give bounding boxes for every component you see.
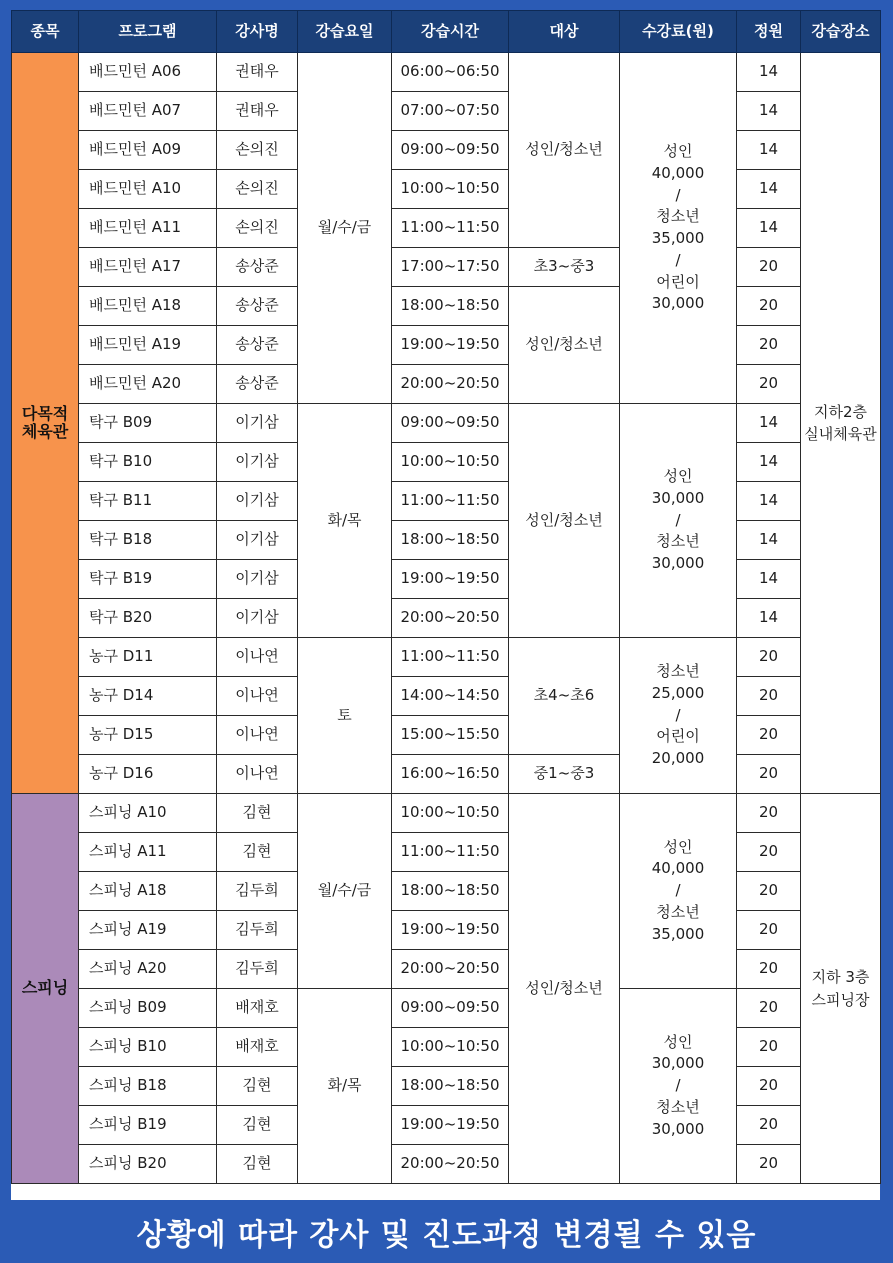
table-row <box>12 365 881 404</box>
instructor-cell: 송상준 <box>217 365 298 404</box>
instructor-cell: 배재호 <box>217 1028 298 1067</box>
text-line: 실내체육관 <box>804 425 877 443</box>
table-row <box>12 53 881 92</box>
text-line: 성인 <box>663 467 693 486</box>
text-line: 35,000 <box>651 229 705 247</box>
time-cell: 06:00~06:50 <box>392 53 509 92</box>
instructor-cell: 권태우 <box>217 53 298 92</box>
program-cell: 스피닝 B10 <box>79 1028 217 1067</box>
text-line: 40,000 <box>651 163 705 182</box>
text-line: 30,000 <box>651 488 705 507</box>
table-row <box>12 1106 881 1145</box>
program-cell: 농구 D14 <box>79 677 217 716</box>
program-cell: 배드민턴 A07 <box>79 92 217 131</box>
target-cell: 성인/청소년 <box>509 404 620 638</box>
table-row <box>12 755 881 794</box>
program-cell: 탁구 B19 <box>79 560 217 599</box>
time-cell: 11:00~11:50 <box>392 833 509 872</box>
target-cell: 성인/청소년 <box>509 53 620 248</box>
program-cell: 탁구 B11 <box>79 482 217 521</box>
time-cell: 18:00~18:50 <box>392 521 509 560</box>
text-line: 20,000 <box>651 749 705 768</box>
footer-notice: 상황에 따라 강사 및 진도과정 변경될 수 있음 <box>136 1217 757 1253</box>
time-cell: 18:00~18:50 <box>392 872 509 911</box>
time-cell: 07:00~07:50 <box>392 92 509 131</box>
text-line: 성인 <box>663 837 693 856</box>
capacity-cell: 20 <box>737 989 801 1028</box>
capacity-cell: 20 <box>737 638 801 677</box>
text-line: 지하 3층 <box>811 968 870 986</box>
capacity-cell: 14 <box>737 521 801 560</box>
table-row <box>12 248 881 287</box>
program-cell: 스피닝 B09 <box>79 989 217 1028</box>
table-row <box>12 599 881 638</box>
program-cell: 스피닝 B18 <box>79 1067 217 1106</box>
program-cell: 스피닝 A11 <box>79 833 217 872</box>
instructor-cell: 송상준 <box>217 248 298 287</box>
table-row <box>12 911 881 950</box>
program-cell: 배드민턴 A10 <box>79 170 217 209</box>
fee-cell <box>620 638 737 794</box>
capacity-cell: 20 <box>737 755 801 794</box>
capacity-cell: 20 <box>737 872 801 911</box>
table-row <box>12 560 881 599</box>
program-cell: 농구 D16 <box>79 755 217 794</box>
text-line: 어린이 <box>656 272 700 291</box>
time-cell: 15:00~15:50 <box>392 716 509 755</box>
text-line: / <box>675 705 681 724</box>
program-cell: 농구 D11 <box>79 638 217 677</box>
capacity-cell: 14 <box>737 53 801 92</box>
instructor-cell: 김두희 <box>217 911 298 950</box>
instructor-cell: 김두희 <box>217 950 298 989</box>
time-cell: 14:00~14:50 <box>392 677 509 716</box>
time-cell: 11:00~11:50 <box>392 482 509 521</box>
program-cell: 배드민턴 A19 <box>79 326 217 365</box>
time-cell: 19:00~19:50 <box>392 560 509 599</box>
category-spinning: 스피닝 <box>12 794 79 1184</box>
time-cell: 09:00~09:50 <box>392 989 509 1028</box>
days-saturday: 토 <box>298 638 392 794</box>
location-gym <box>801 53 881 794</box>
target-cell: 초4~초6 <box>509 638 620 755</box>
schedule-sheet <box>11 10 880 1200</box>
instructor-cell: 이나연 <box>217 755 298 794</box>
time-cell: 20:00~20:50 <box>392 599 509 638</box>
instructor-cell: 배재호 <box>217 989 298 1028</box>
program-cell: 스피닝 A20 <box>79 950 217 989</box>
table-row <box>12 404 881 443</box>
fee-cell <box>620 794 737 989</box>
instructor-cell: 김현 <box>217 833 298 872</box>
program-cell: 스피닝 A19 <box>79 911 217 950</box>
target-cell: 중1~중3 <box>509 755 620 794</box>
instructor-cell: 손의진 <box>217 131 298 170</box>
program-cell: 스피닝 A18 <box>79 872 217 911</box>
instructor-cell: 김현 <box>217 1145 298 1184</box>
text-line: / <box>675 1076 681 1095</box>
fee-cell <box>620 989 737 1184</box>
table-row <box>12 170 881 209</box>
text-line: 40,000 <box>651 859 705 878</box>
text-line: 30,000 <box>651 294 705 313</box>
target-cell: 초3~중3 <box>509 248 620 287</box>
table-row <box>12 677 881 716</box>
instructor-cell: 이나연 <box>217 716 298 755</box>
header-program: 프로그램 <box>79 11 217 53</box>
instructor-cell: 김현 <box>217 794 298 833</box>
program-cell: 배드민턴 A17 <box>79 248 217 287</box>
table-row <box>12 1067 881 1106</box>
fee-cell <box>620 53 737 404</box>
instructor-cell: 이기삼 <box>217 521 298 560</box>
instructor-cell: 김현 <box>217 1067 298 1106</box>
time-cell: 19:00~19:50 <box>392 326 509 365</box>
instructor-cell: 이기삼 <box>217 560 298 599</box>
text-line: 청소년 <box>656 1097 700 1116</box>
text-line: 지하2층 <box>813 402 867 421</box>
days-tue-thu: 화/목 <box>298 404 392 638</box>
program-cell: 배드민턴 A11 <box>79 209 217 248</box>
capacity-cell: 14 <box>737 443 801 482</box>
target-cell: 성인/청소년 <box>509 794 620 1184</box>
capacity-cell: 20 <box>737 950 801 989</box>
program-cell: 배드민턴 A20 <box>79 365 217 404</box>
instructor-cell: 이나연 <box>217 638 298 677</box>
time-cell: 16:00~16:50 <box>392 755 509 794</box>
capacity-cell: 20 <box>737 911 801 950</box>
program-cell: 탁구 B10 <box>79 443 217 482</box>
table-row <box>12 716 881 755</box>
capacity-cell: 20 <box>737 365 801 404</box>
table-row <box>12 209 881 248</box>
instructor-cell: 손의진 <box>217 209 298 248</box>
program-cell: 스피닝 A10 <box>79 794 217 833</box>
class-schedule-table <box>11 10 881 1184</box>
table-row <box>12 950 881 989</box>
capacity-cell: 20 <box>737 794 801 833</box>
capacity-cell: 20 <box>737 287 801 326</box>
capacity-cell: 14 <box>737 599 801 638</box>
capacity-cell: 20 <box>737 1145 801 1184</box>
capacity-cell: 14 <box>737 209 801 248</box>
target-cell: 성인/청소년 <box>509 287 620 404</box>
fee-cell <box>620 404 737 638</box>
text-line: 청소년 <box>656 902 700 921</box>
program-cell: 탁구 B09 <box>79 404 217 443</box>
instructor-cell: 권태우 <box>217 92 298 131</box>
instructor-cell: 이기삼 <box>217 482 298 521</box>
capacity-cell: 20 <box>737 248 801 287</box>
header-target: 대상 <box>509 11 620 53</box>
capacity-cell: 14 <box>737 482 801 521</box>
instructor-cell: 이기삼 <box>217 443 298 482</box>
capacity-cell: 20 <box>737 1028 801 1067</box>
text-line: / <box>675 185 681 204</box>
instructor-cell: 김두희 <box>217 872 298 911</box>
header-instructor: 강사명 <box>217 11 298 53</box>
time-cell: 10:00~10:50 <box>392 1028 509 1067</box>
text-line: / <box>675 250 681 269</box>
capacity-cell: 20 <box>737 1067 801 1106</box>
capacity-cell: 20 <box>737 1106 801 1145</box>
table-row <box>12 638 881 677</box>
table-row <box>12 287 881 326</box>
instructor-cell: 김현 <box>217 1106 298 1145</box>
days-mon-wed-fri: 월/수/금 <box>298 794 392 989</box>
text-line: 체육관 <box>21 422 69 441</box>
capacity-cell: 14 <box>737 404 801 443</box>
header-category: 종목 <box>12 11 79 53</box>
days-mon-wed-fri: 월/수/금 <box>298 53 392 404</box>
text-line: 30,000 <box>651 554 705 573</box>
text-line: 다목적 <box>21 403 69 423</box>
header-location: 강습장소 <box>801 11 881 53</box>
text-line: 어린이 <box>656 727 700 746</box>
table-row <box>12 989 881 1028</box>
header-capacity: 정원 <box>737 11 801 53</box>
header-row <box>12 11 881 53</box>
capacity-cell: 20 <box>737 677 801 716</box>
capacity-cell: 20 <box>737 833 801 872</box>
text-line: / <box>675 881 681 900</box>
capacity-cell: 14 <box>737 560 801 599</box>
table-row <box>12 131 881 170</box>
text-line: 청소년 <box>656 207 700 226</box>
table-row <box>12 92 881 131</box>
capacity-cell: 20 <box>737 716 801 755</box>
time-cell: 09:00~09:50 <box>392 404 509 443</box>
header-days: 강습요일 <box>298 11 392 53</box>
text-line: 25,000 <box>651 683 705 702</box>
program-cell: 스피닝 B20 <box>79 1145 217 1184</box>
time-cell: 18:00~18:50 <box>392 287 509 326</box>
location-spinning <box>801 794 881 1184</box>
capacity-cell: 14 <box>737 92 801 131</box>
text-line: 성인 <box>663 1032 693 1051</box>
capacity-cell: 14 <box>737 131 801 170</box>
time-cell: 17:00~17:50 <box>392 248 509 287</box>
text-line: 30,000 <box>651 1054 705 1073</box>
capacity-cell: 14 <box>737 170 801 209</box>
time-cell: 10:00~10:50 <box>392 443 509 482</box>
program-cell: 스피닝 B19 <box>79 1106 217 1145</box>
table-row <box>12 443 881 482</box>
text-line: / <box>675 510 681 529</box>
table-row <box>12 1145 881 1184</box>
instructor-cell: 이기삼 <box>217 404 298 443</box>
schedule-body <box>12 53 881 1184</box>
instructor-cell: 이기삼 <box>217 599 298 638</box>
header-fee: 수강료(원) <box>620 11 737 53</box>
category-gym <box>12 53 79 794</box>
program-cell: 농구 D15 <box>79 716 217 755</box>
time-cell: 19:00~19:50 <box>392 911 509 950</box>
capacity-cell: 20 <box>737 326 801 365</box>
time-cell: 18:00~18:50 <box>392 1067 509 1106</box>
program-cell: 배드민턴 A06 <box>79 53 217 92</box>
table-row <box>12 326 881 365</box>
instructor-cell: 이나연 <box>217 677 298 716</box>
instructor-cell: 손의진 <box>217 170 298 209</box>
text-line: 성인 <box>663 142 693 160</box>
table-row <box>12 1028 881 1067</box>
table-row <box>12 833 881 872</box>
text-line: 청소년 <box>656 662 700 681</box>
days-tue-thu: 화/목 <box>298 989 392 1184</box>
header-time: 강습시간 <box>392 11 509 53</box>
table-row <box>12 521 881 560</box>
table-row <box>12 872 881 911</box>
time-cell: 11:00~11:50 <box>392 209 509 248</box>
text-line: 청소년 <box>656 532 700 551</box>
program-cell: 배드민턴 A18 <box>79 287 217 326</box>
time-cell: 20:00~20:50 <box>392 950 509 989</box>
time-cell: 20:00~20:50 <box>392 365 509 404</box>
table-row <box>12 482 881 521</box>
time-cell: 09:00~09:50 <box>392 131 509 170</box>
text-line: 스피닝장 <box>811 990 870 1009</box>
table-row <box>12 794 881 833</box>
time-cell: 10:00~10:50 <box>392 170 509 209</box>
text-line: 35,000 <box>651 924 705 943</box>
text-line: 30,000 <box>651 1119 705 1138</box>
time-cell: 10:00~10:50 <box>392 794 509 833</box>
time-cell: 11:00~11:50 <box>392 638 509 677</box>
time-cell: 19:00~19:50 <box>392 1106 509 1145</box>
program-cell: 탁구 B18 <box>79 521 217 560</box>
time-cell: 20:00~20:50 <box>392 1145 509 1184</box>
instructor-cell: 송상준 <box>217 326 298 365</box>
program-cell: 배드민턴 A09 <box>79 131 217 170</box>
program-cell: 탁구 B20 <box>79 599 217 638</box>
instructor-cell: 송상준 <box>217 287 298 326</box>
